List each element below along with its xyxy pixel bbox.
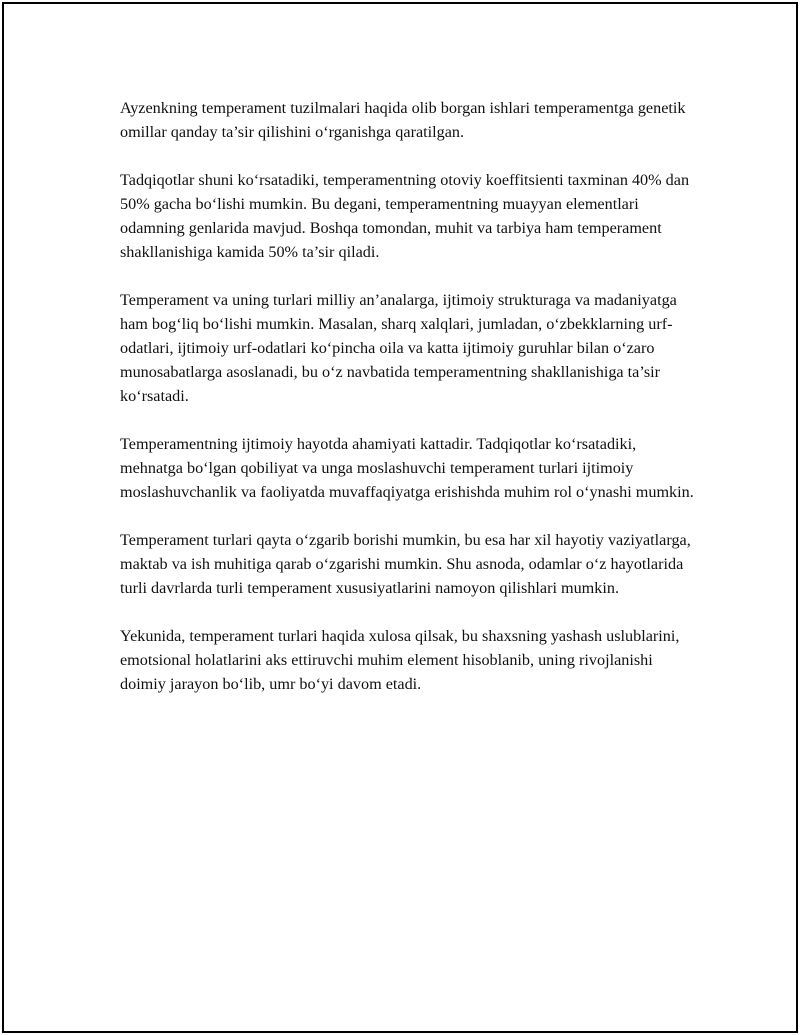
paragraph-6: Yekunida, temperament turlari haqida xulosa qilsak, bu shaxsning yashash uslublarini, emotsional holatlarini aks ettiruvchi muhim element hisoblanib, uning rivojlanishi doimiy jarayon bo‘lib, umr bo‘yi davom etadi. (120, 627, 680, 693)
document-body (120, 96, 695, 720)
paragraph-5: Temperament turlari qayta o‘zgarib borishi mumkin, bu esa har xil hayotiy vaziyatlarga, maktab va ish muhitiga qarab o‘zgarishi mumkin. Shu asnoda, odamlar o‘z hayotlarida turli davrlarda turli temperament xususiyatlarini namoyon qilishlari mumkin. (120, 531, 691, 597)
paragraph-2: Tadqiqotlar shuni ko‘rsatadiki, temperamentning otoviy koeffitsienti taxminan 40% dan 50% gacha bo‘lishi mumkin. Bu degani, temperamentning muayyan elementlari odamning genlarida mavjud. Boshqa tomondan, muhit va tarbiya ham temperament shakllanishiga kamida 50% ta’sir qiladi. (120, 171, 690, 261)
paragraph-3: Temperament va uning turlari milliy an’analarga, ijtimoiy strukturaga va madaniyatga ham bog‘liq bo‘lishi mumkin. Masalan, sharq xalqlari, jumladan, o‘zbekklarning urf-odatlari, ijtimoiy urf-odatlari ko‘pincha oila va katta ijtimoiy guruhlar bilan o‘zaro munosabatlarga asoslanadi, bu o‘z navbatida temperamentning shakllanishiga ta’sir ko‘rsatadi. (120, 291, 677, 405)
paragraph-1: Ayzenkning temperament tuzilmalari haqida olib borgan ishlari temperamentga genetik omillar qanday ta’sir qilishini o‘rganishga qaratilgan. (120, 99, 686, 141)
page-frame (2, 2, 798, 1033)
paragraph-4: Temperamentning ijtimoiy hayotda ahamiyati kattadir. Tadqiqotlar ko‘rsatadiki, mehnatga bo‘lgan qobiliyat va unga moslashuvchi temperament turlari ijtimoiy moslashuvchanlik va faoliyatda muvaffaqiyatga erishishda muhim rol o‘ynashi mumkin. (120, 435, 694, 501)
